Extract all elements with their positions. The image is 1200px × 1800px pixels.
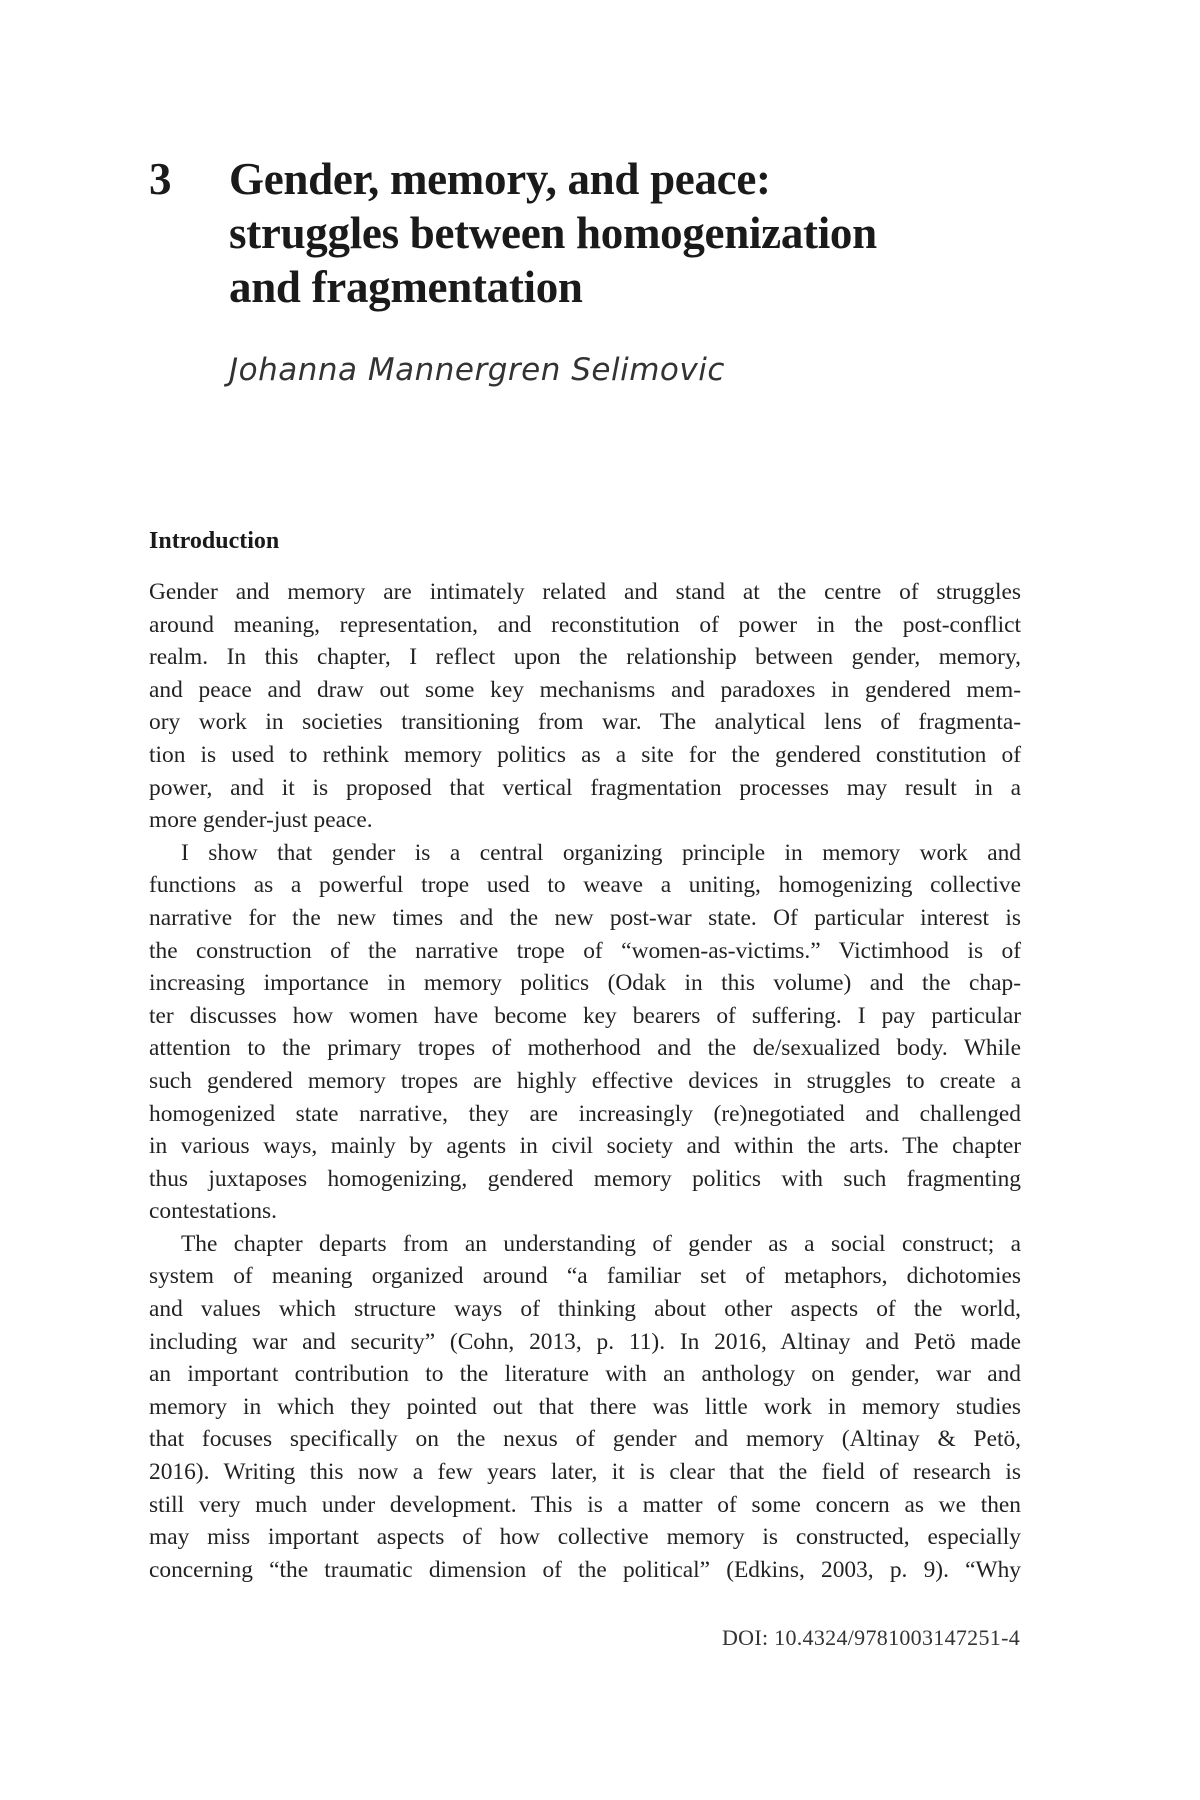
- body-line: homogenized state narrative, they are increasingly (re)negotiated and challenged: [149, 1100, 1021, 1127]
- body-line: in various ways, mainly by agents in civil society and within the arts. The chapter: [149, 1133, 1021, 1160]
- body-line: attention to the primary tropes of motherhood and the de/sexualized body. While: [149, 1035, 1021, 1062]
- doi-footer: DOI: 10.4324/9781003147251-4: [721, 1625, 1020, 1650]
- body-line: may miss important aspects of how collective memory is constructed, especially: [149, 1524, 1021, 1551]
- body-line: 2016). Writing this now a few years later, it is clear that the field of research is: [149, 1459, 1021, 1486]
- body-text: [149, 576, 1021, 1586]
- body-line: Gender and memory are intimately related and stand at the centre of struggles: [149, 579, 1021, 605]
- chapter-title-line: Gender, memory, and peace:: [229, 154, 771, 204]
- body-line: around meaning, representation, and reconstitution of power in the post-conflict: [149, 611, 1021, 638]
- body-line: such gendered memory tropes are highly effective devices in struggles to create a: [149, 1067, 1021, 1094]
- body-line: narrative for the new times and the new post-war state. Of particular interest is: [149, 904, 1021, 931]
- chapter-title-line: struggles between homogenization: [229, 208, 877, 258]
- body-line: tion is used to rethink memory politics as a site for the gendered constitution of: [149, 741, 1021, 768]
- body-line: power, and it is proposed that vertical fragmentation processes may result in a: [149, 774, 1021, 801]
- section-heading: Introduction: [149, 528, 280, 554]
- body-line: that focuses specifically on the nexus of gender and memory (Altinay & Petö,: [149, 1426, 1021, 1453]
- body-line: functions as a powerful trope used to weave a uniting, homogenizing collective: [149, 872, 1021, 899]
- chapter-title: [229, 152, 1029, 314]
- body-line: more gender-just peace.: [149, 807, 373, 834]
- author-name: Johanna Mannergren Selimovic: [229, 352, 725, 388]
- body-line: the construction of the narrative trope of “women-as-victims.” Victimhood is of: [149, 937, 1021, 964]
- body-line: The chapter departs from an understanding of gender as a social construct; a: [181, 1230, 1021, 1257]
- body-line: still very much under development. This is a matter of some concern as we then: [149, 1491, 1021, 1518]
- body-line: including war and security” (Cohn, 2013, p. 11). In 2016, Altinay and Petö made: [149, 1328, 1021, 1355]
- body-line: system of meaning organized around “a familiar set of metaphors, dichotomies: [149, 1263, 1021, 1290]
- body-line: ter discusses how women have become key bearers of suffering. I pay particular: [149, 1002, 1021, 1029]
- body-line: I show that gender is a central organizing principle in memory work and: [181, 839, 1021, 866]
- body-line: increasing importance in memory politics (Odak in this volume) and the chap-: [149, 970, 1021, 997]
- body-line: concerning “the traumatic dimension of the political” (Edkins, 2003, p. 9). “Why: [149, 1556, 1021, 1583]
- body-line: ory work in societies transitioning from war. The analytical lens of fragmenta-: [149, 709, 1021, 736]
- chapter-title-line: and fragmentation: [229, 262, 583, 312]
- body-line: and values which structure ways of thinking about other aspects of the world,: [149, 1296, 1021, 1323]
- body-line: memory in which they pointed out that there was little work in memory studies: [149, 1393, 1021, 1420]
- body-line: thus juxtaposes homogenizing, gendered memory politics with such fragmenting: [149, 1165, 1021, 1192]
- chapter-number: 3: [149, 154, 172, 204]
- body-line: an important contribution to the literature with an anthology on gender, war and: [149, 1361, 1021, 1388]
- body-line: contestations.: [149, 1198, 277, 1225]
- body-line: realm. In this chapter, I reflect upon the relationship between gender, memory,: [149, 644, 1021, 671]
- body-line: and peace and draw out some key mechanisms and paradoxes in gendered mem-: [149, 676, 1021, 703]
